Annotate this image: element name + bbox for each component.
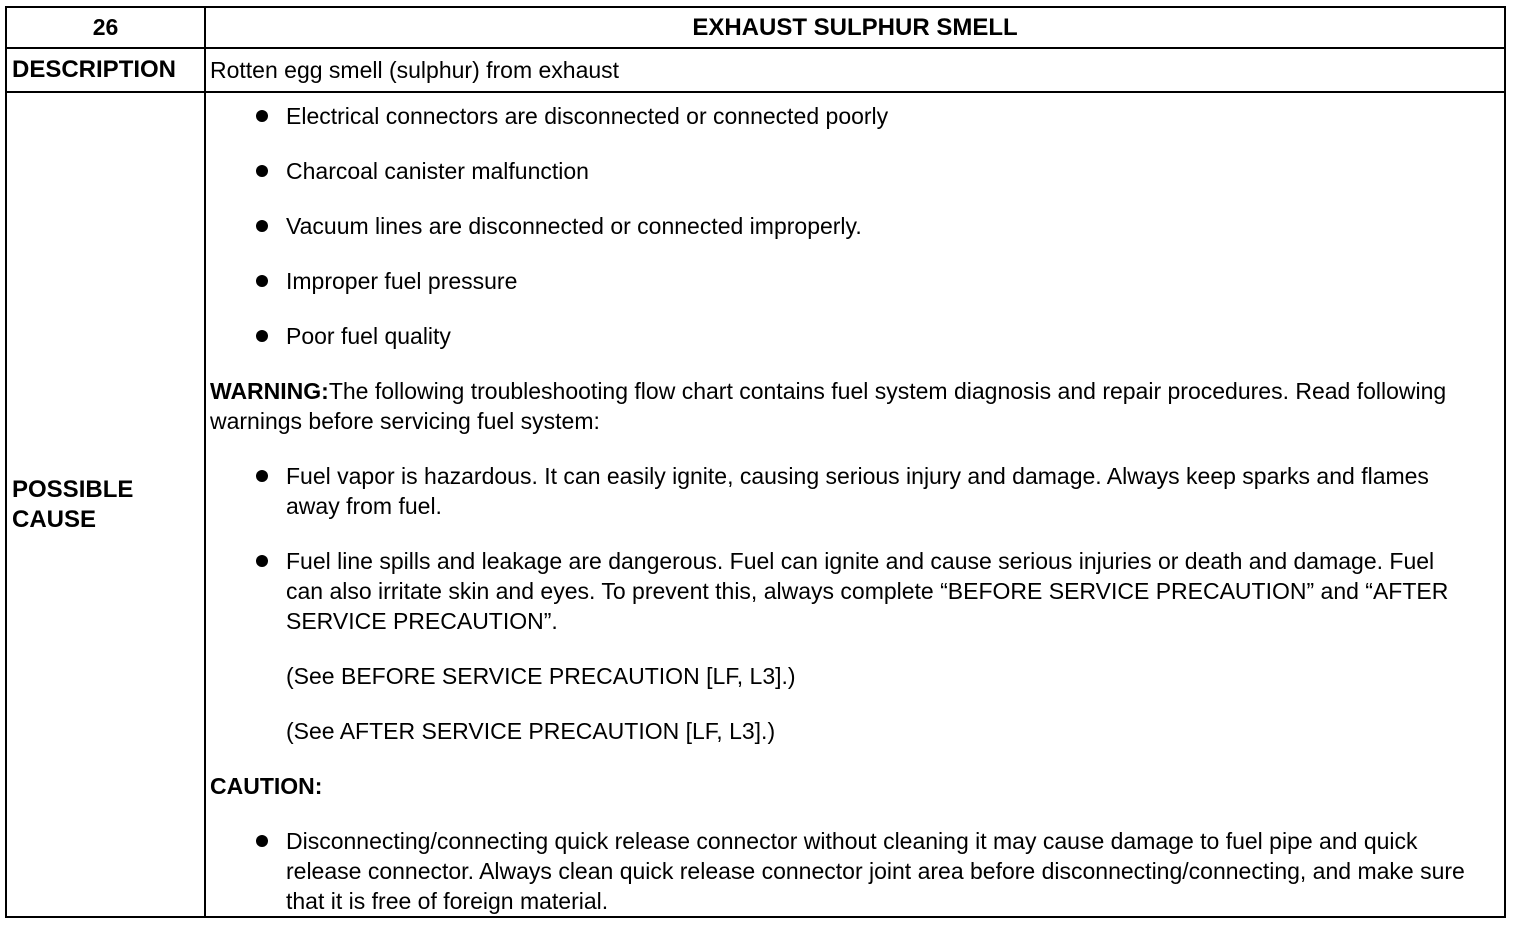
- warning-text: The following troubleshooting flow chart contains fuel system diagnosis and repair procedures. Read following warnings before servicing fuel system:: [210, 378, 1447, 434]
- cause-item: Charcoal canister malfunction: [210, 156, 1474, 186]
- warning-label: WARNING:: [210, 378, 329, 404]
- cause-item: Vacuum lines are disconnected or connected improperly.: [210, 211, 1474, 241]
- bullet-icon: [256, 470, 268, 482]
- bullet-icon: [256, 110, 268, 122]
- possible-cause-label: [7, 93, 204, 916]
- description-row: [7, 49, 1504, 93]
- title-row: [7, 8, 1504, 49]
- bullet-icon: [256, 330, 268, 342]
- possible-cause-label-line2: CAUSE: [12, 505, 97, 533]
- item-number: 26: [92, 14, 119, 40]
- description-cell: [206, 49, 1504, 91]
- troubleshooting-table: [5, 6, 1506, 918]
- bullet-icon: [256, 165, 268, 177]
- possible-cause-label-line1: POSSIBLE: [12, 475, 134, 503]
- description-text: Rotten egg smell (sulphur) from exhaust: [210, 56, 620, 83]
- bullet-icon: [256, 275, 268, 287]
- see-reference-after: (See AFTER SERVICE PRECAUTION [LF, L3].): [286, 718, 776, 744]
- cause-item: Electrical connectors are disconnected or connected poorly: [210, 101, 1474, 131]
- cause-item: Improper fuel pressure: [210, 266, 1474, 296]
- cause-item: Poor fuel quality: [210, 321, 1474, 351]
- warning-item: Fuel line spills and leakage are dangerous. Fuel can ignite and cause serious injuries or death and damage. Fuel can also irritate skin and eyes. To prevent this, always complete “BEFORE SERVICE PRECAUTION” and “AFTER SERVICE PRECAUTION”.: [210, 546, 1474, 636]
- description-label: DESCRIPTION: [12, 56, 177, 83]
- possible-cause-content: [210, 101, 1474, 941]
- caution-label: CAUTION:: [210, 773, 323, 799]
- title-cell: [206, 8, 1504, 47]
- see-reference-before: (See BEFORE SERVICE PRECAUTION [LF, L3].): [286, 663, 796, 689]
- symptom-title: EXHAUST SULPHUR SMELL: [692, 13, 1018, 41]
- possible-cause-cell: [206, 93, 1504, 916]
- possible-cause-row: [7, 93, 1504, 916]
- bullet-icon: [256, 835, 268, 847]
- bullet-icon: [256, 220, 268, 232]
- warning-item: Fuel vapor is hazardous. It can easily ignite, causing serious injury and damage. Always keep sparks and flames away from fuel.: [210, 461, 1474, 521]
- caution-item: Disconnecting/connecting quick release connector without cleaning it may cause damage to fuel pipe and quick release connector. Always clean quick release connector joint area before disconnecting/connecting, and make sure that it is free of foreign material.: [210, 826, 1474, 916]
- bullet-icon: [256, 555, 268, 567]
- warning-paragraph: [210, 376, 1474, 436]
